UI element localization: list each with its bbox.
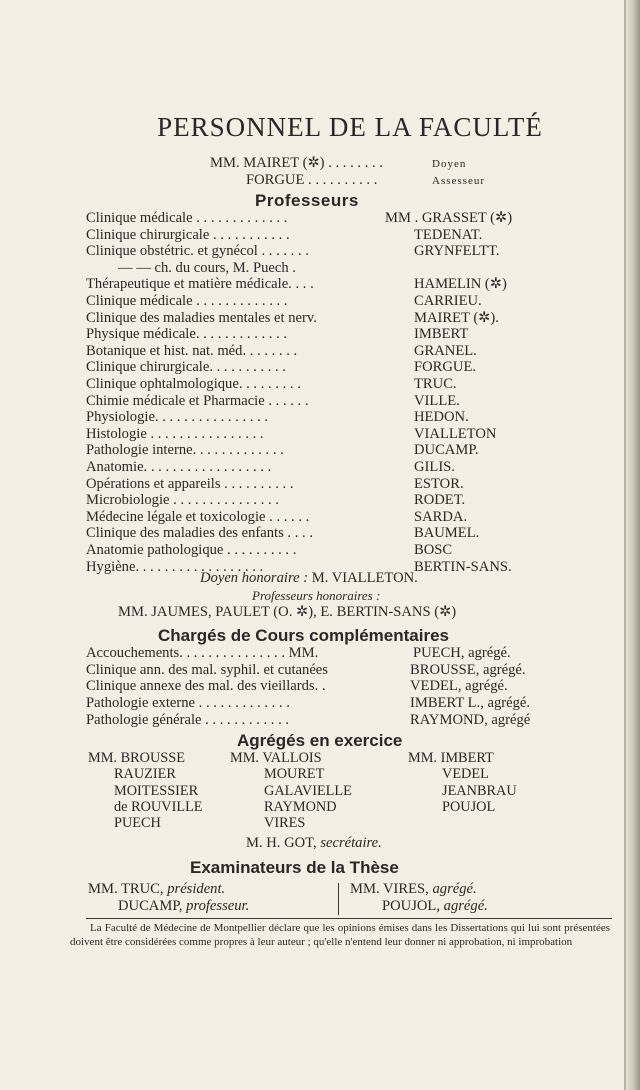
- professeur-label: Opérations et appareils . . . . . . . . . .: [86, 475, 294, 492]
- officer-role: Assesseur: [432, 175, 485, 187]
- professeur-name: BAUMEL.: [414, 525, 480, 542]
- professeur-label: Hygiène. . . . . . . . . . . . . . . . . .: [86, 558, 264, 575]
- agrege-name: MOURET: [264, 766, 325, 783]
- secretaire-role: secrétaire.: [320, 835, 382, 851]
- professeur-name: TEDENAT.: [414, 226, 483, 243]
- agrege-name: POUJOL: [442, 798, 496, 815]
- professeur-name: SARDA.: [414, 508, 468, 525]
- professeur-name: HAMELIN (✲): [414, 276, 507, 293]
- professeur-name: IMBERT: [414, 326, 469, 343]
- professeur-name: HEDON.: [414, 409, 469, 426]
- doyen-honoraire: [200, 570, 418, 587]
- charge-label: Pathologie générale . . . . . . . . . . . .: [86, 711, 290, 728]
- agreges-heading: Agrégés en exercice: [237, 731, 403, 750]
- professeur-name: TRUC.: [414, 376, 457, 392]
- examinateur-right: [350, 881, 477, 898]
- professeur-name: GRANEL.: [414, 342, 477, 359]
- secretaire-name: M. H. GOT,: [246, 835, 317, 851]
- charges-heading: Chargés de Cours complémentaires: [158, 626, 449, 645]
- professeur-name: VILLE.: [414, 392, 460, 409]
- examinateur-role: professeur.: [186, 898, 250, 914]
- professeur-label: Chimie médicale et Pharmacie . . . . . .: [86, 392, 309, 409]
- officer-name: MAIRET (✲): [243, 155, 325, 171]
- charge-label: Accouchements. . . . . . . . . . . . . . . MM.: [86, 645, 319, 661]
- doyen-honoraire-name: M. VIALLETON.: [311, 570, 418, 586]
- professeur-label: Thérapeutique et matière médicale. . . .: [86, 276, 314, 293]
- professeur-name: ESTOR.: [414, 475, 464, 492]
- examinateur-name: POUJOL,: [382, 898, 440, 914]
- professeur-name: DUCAMP.: [414, 442, 479, 459]
- officer-prefix: MM.: [210, 155, 240, 171]
- agrege-name: VIRES: [264, 815, 306, 832]
- professeur-label: Médecine légale et toxicologie . . . . . .: [86, 508, 310, 525]
- agrege-name: MM. IMBERT: [408, 750, 494, 766]
- professeur-label: Physiologie. . . . . . . . . . . . . . . .: [86, 409, 269, 426]
- professeur-label: Clinique des maladies des enfants . . . .: [86, 525, 313, 542]
- leader-dots: . . . . . . . .: [328, 155, 383, 171]
- page-edge-line: [624, 0, 626, 1090]
- agrege-name: MOITESSIER: [114, 782, 199, 799]
- officer-assesseur: [246, 172, 377, 189]
- agrege-name: de ROUVILLE: [114, 798, 203, 815]
- agrege-name: GALAVIELLE: [264, 782, 352, 799]
- disclaimer-note: La Faculté de Médecine de Montpellier déclare que les opinions émises dans les Dissertations qui lui sont présentées doivent être considérées comme propres à leur auteur ; qu'elle n'entend leur donner ni approbation, ni improbation: [70, 922, 610, 948]
- professeur-name: MM . GRASSET (✲): [385, 210, 513, 226]
- professeur-label: Clinique ophtalmologique. . . . . . . . .: [86, 376, 301, 392]
- professeurs-heading: Professeurs: [255, 191, 359, 210]
- professeur-label: Botanique et hist. nat. méd. . . . . . . .: [86, 342, 298, 359]
- officer-role: Doyen: [432, 158, 467, 170]
- professeur-name: BERTIN-SANS.: [414, 558, 512, 575]
- leader-dots: . . . . . . . . . .: [308, 172, 378, 188]
- examinateur-role: président.: [167, 881, 226, 897]
- agrege-name: VEDEL: [442, 766, 489, 783]
- examinateur-left: [118, 898, 249, 915]
- examinateurs-divider: [338, 883, 339, 915]
- professeur-name: MAIRET (✲).: [414, 309, 499, 326]
- professeur-label: Clinique chirurgicale. . . . . . . . . . .: [86, 359, 286, 376]
- examinateur-right: [382, 898, 488, 915]
- professeur-label: Histologie . . . . . . . . . . . . . . . .: [86, 425, 264, 442]
- professeur-name: RODET.: [414, 492, 466, 509]
- examinateurs-heading: Examinateurs de la Thèse: [190, 858, 399, 877]
- charge-name: VEDEL, agrégé.: [410, 678, 508, 695]
- professeur-label: Clinique chirurgicale . . . . . . . . . . .: [86, 226, 290, 243]
- agrege-name: PUECH: [114, 815, 161, 832]
- professeur-label: Anatomie. . . . . . . . . . . . . . . . . .: [86, 459, 272, 475]
- charge-label: Clinique ann. des mal. syphil. et cutanées: [86, 661, 328, 678]
- charge-label: Pathologie externe . . . . . . . . . . . . .: [86, 695, 290, 712]
- charge-name: IMBERT L., agrégé.: [410, 695, 531, 712]
- agrege-name: MM. BROUSSE: [88, 750, 185, 766]
- examinateur-role: agrégé.: [443, 898, 488, 914]
- professeur-name: VIALLETON: [414, 425, 497, 442]
- page-title: PERSONNEL DE LA FACULTÉ: [157, 112, 543, 142]
- charge-name: BROUSSE, agrégé.: [410, 661, 526, 678]
- professeur-label: — — ch. du cours, M. Puech .: [118, 259, 296, 276]
- charge-name: RAYMOND, agrégé: [410, 711, 531, 728]
- professeurs-honoraires-heading: Professeurs honoraires :: [252, 588, 381, 603]
- agrege-name: RAUZIER: [114, 766, 176, 783]
- professeur-label: Microbiologie . . . . . . . . . . . . . . .: [86, 492, 279, 509]
- agrege-name: JEANBRAU: [442, 782, 517, 799]
- professeur-label: Clinique des maladies mentales et nerv.: [86, 309, 317, 326]
- professeur-label: Physique médicale. . . . . . . . . . . . .: [86, 326, 288, 343]
- professeur-name: GRYNFELTT.: [414, 243, 500, 260]
- officer-name: FORGUE: [246, 172, 305, 188]
- examinateur-name: MM. TRUC,: [88, 881, 164, 897]
- doyen-honoraire-label: Doyen honoraire :: [200, 570, 309, 586]
- professeur-name: BOSC: [414, 542, 453, 558]
- agrege-name: MM. VALLOIS: [230, 750, 322, 766]
- professeur-label: Clinique médicale . . . . . . . . . . . . .: [86, 293, 288, 309]
- page-edge: [626, 0, 640, 1090]
- examinateur-left: [88, 881, 225, 898]
- professeur-label: Clinique médicale . . . . . . . . . . . . .: [86, 210, 288, 226]
- examinateur-name: DUCAMP,: [118, 898, 183, 914]
- officer-doyen: [210, 155, 383, 172]
- professeur-label: Clinique obstétric. et gynécol . . . . . . .: [86, 243, 309, 260]
- secretaire: [246, 835, 382, 852]
- examinateur-name: MM. VIRES,: [350, 881, 429, 897]
- professeur-name: GILIS.: [414, 459, 455, 475]
- note-rule: [86, 918, 612, 919]
- professeur-name: CARRIEU.: [414, 293, 482, 309]
- charge-label: Clinique annexe des mal. des vieillards. .: [86, 678, 326, 695]
- professeurs-honoraires-names: MM. JAUMES, PAULET (O. ✲), E. BERTIN-SANS (✲): [118, 604, 457, 620]
- agrege-name: RAYMOND: [264, 798, 337, 815]
- professeur-name: FORGUE.: [414, 359, 477, 376]
- examinateur-role: agrégé.: [432, 881, 477, 897]
- charge-name: PUECH, agrégé.: [413, 645, 511, 661]
- professeur-label: Anatomie pathologique . . . . . . . . . .: [86, 542, 297, 558]
- professeur-label: Pathologie interne. . . . . . . . . . . . .: [86, 442, 284, 459]
